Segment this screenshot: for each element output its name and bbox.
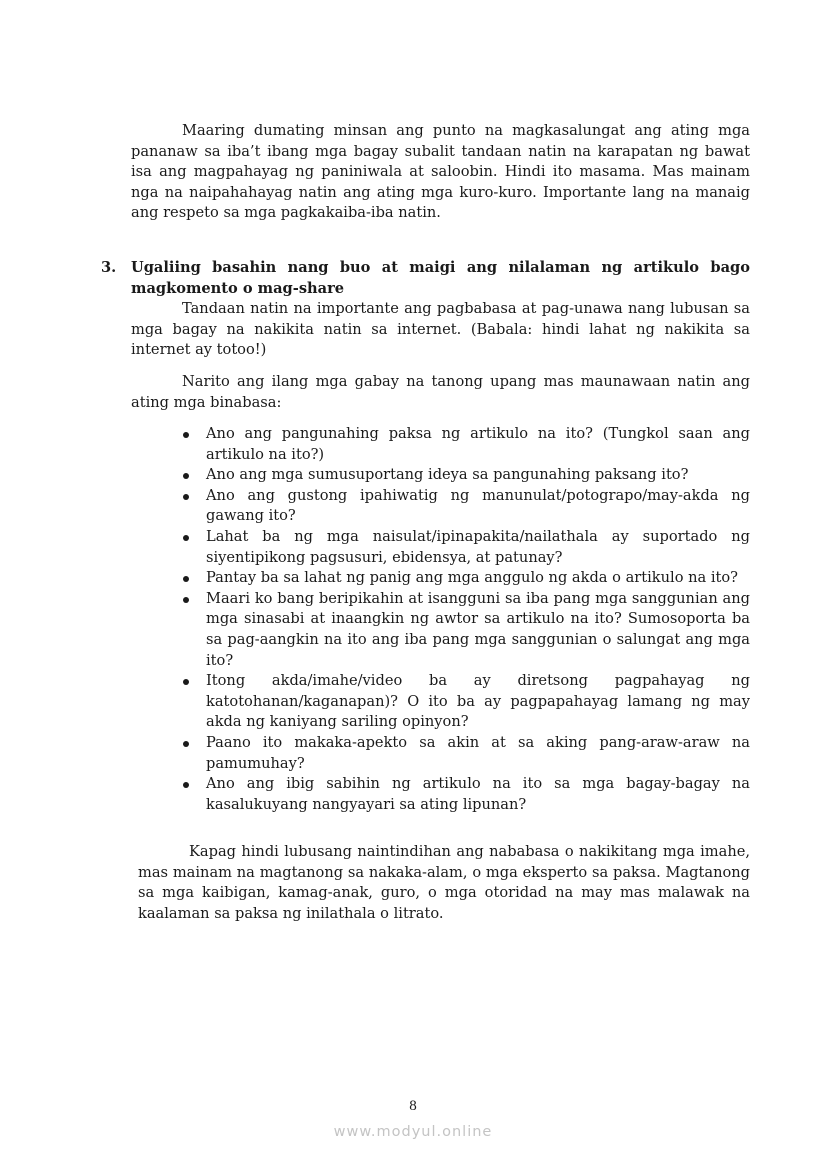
section-heading bbox=[101, 258, 750, 299]
bullet-icon bbox=[183, 432, 189, 438]
bullet-icon bbox=[183, 741, 189, 747]
question-text: Ano ang pangunahing paksa ng artikulo na ito? (Tungkol saan ang artikulo na ito?) bbox=[206, 425, 750, 463]
list-item bbox=[131, 465, 750, 486]
list-item bbox=[131, 733, 750, 774]
question-text: Paano ito makaka-apekto sa akin at sa aking pang-araw-araw na pamumuhay? bbox=[206, 733, 750, 772]
question-text: Ano ang gustong ipahiwatig ng manunulat/potograpo/may-akda ng gawang ito? bbox=[206, 486, 750, 525]
question-text: Ano ang mga sumusuportang ideya sa pangunahing paksang ito? bbox=[206, 466, 689, 484]
bullet-icon bbox=[183, 473, 189, 479]
intro-paragraph: Maaring dumating minsan ang punto na magkasalungat ang ating mga pananaw sa iba’t ibang mga bagay subalit tandaan natin na karapatan ng bawat isa ang magpahayag ng paniniwala at saloobin. Hindi ito masama. Mas mainam nga na naipahahayag natin ang ating mga kuro-kuro. Importante lang na manaig ang respeto sa mga pagkakaiba-iba natin. bbox=[131, 122, 750, 222]
question-text: Pantay ba sa lahat ng panig ang mga anggulo ng akda o artikulo na ito? bbox=[206, 569, 738, 587]
list-item bbox=[131, 527, 750, 568]
list-item bbox=[131, 424, 750, 465]
list-item bbox=[131, 486, 750, 527]
question-text: Ano ang ibig sabihin ng artikulo na ito sa mga bagay-bagay na kasalukuyang nangyayari sa ating lipunan? bbox=[206, 775, 750, 813]
list-item bbox=[131, 589, 750, 671]
guide-questions-list bbox=[131, 424, 750, 815]
section-number: 3. bbox=[101, 259, 117, 276]
bullet-icon bbox=[183, 535, 189, 541]
bullet-icon bbox=[183, 782, 189, 788]
bullet-icon bbox=[183, 597, 189, 603]
section-paragraph-1: Tandaan natin na importante ang pagbabasa at pag-unawa nang lubusan sa mga bagay na nakikita natin sa internet. (Babala: hindi lahat ng nakikita sa internet ay totoo!) bbox=[131, 300, 750, 359]
watermark: www.modyul.online bbox=[333, 1124, 493, 1140]
question-text: Maari ko bang beripikahin at isangguni sa iba pang mga sanggunian ang mga sinasabi at inaangkin ng awtor sa artikulo na ito? Sumosoporta ba sa pag-aangkin na ito ang iba pang mga sanggunian o salungat ang mga ito? bbox=[206, 589, 750, 669]
bullet-icon bbox=[183, 679, 189, 685]
bullet-icon bbox=[183, 494, 189, 500]
page-number: 8 bbox=[409, 1098, 417, 1114]
closing-paragraph: Kapag hindi lubusang naintindihan ang nababasa o nakikitang mga imahe, mas mainam na magtanong sa nakaka-alam, o mga eksperto sa paksa. Magtanong sa mga kaibigan, kamag-anak, guro, o mga otoridad na may mas malawak na kaalaman sa paksa ng inilathala o litrato. bbox=[138, 843, 750, 922]
list-item bbox=[131, 774, 750, 815]
list-item bbox=[131, 568, 750, 589]
section-heading-text: Ugaliing basahin nang buo at maigi ang nilalaman ng artikulo bago magkomento o mag-share bbox=[131, 259, 750, 297]
list-item bbox=[131, 671, 750, 733]
question-text: Itong akda/imahe/video ba ay diretsong pagpahayag ng katotohanan/kaganapan)? O ito ba ay pagpapahayag lamang ng may akda ng kaniyang sariling opinyon? bbox=[206, 672, 750, 731]
section-paragraph-2: Narito ang ilang mga gabay na tanong upang mas maunawaan natin ang ating mga binabasa: bbox=[131, 373, 750, 411]
question-text: Lahat ba ng mga naisulat/ipinapakita/nailathala ay suportado ng siyentipikong pagsusuri, ebidensya, at patunay? bbox=[206, 527, 750, 566]
bullet-icon bbox=[183, 576, 189, 582]
